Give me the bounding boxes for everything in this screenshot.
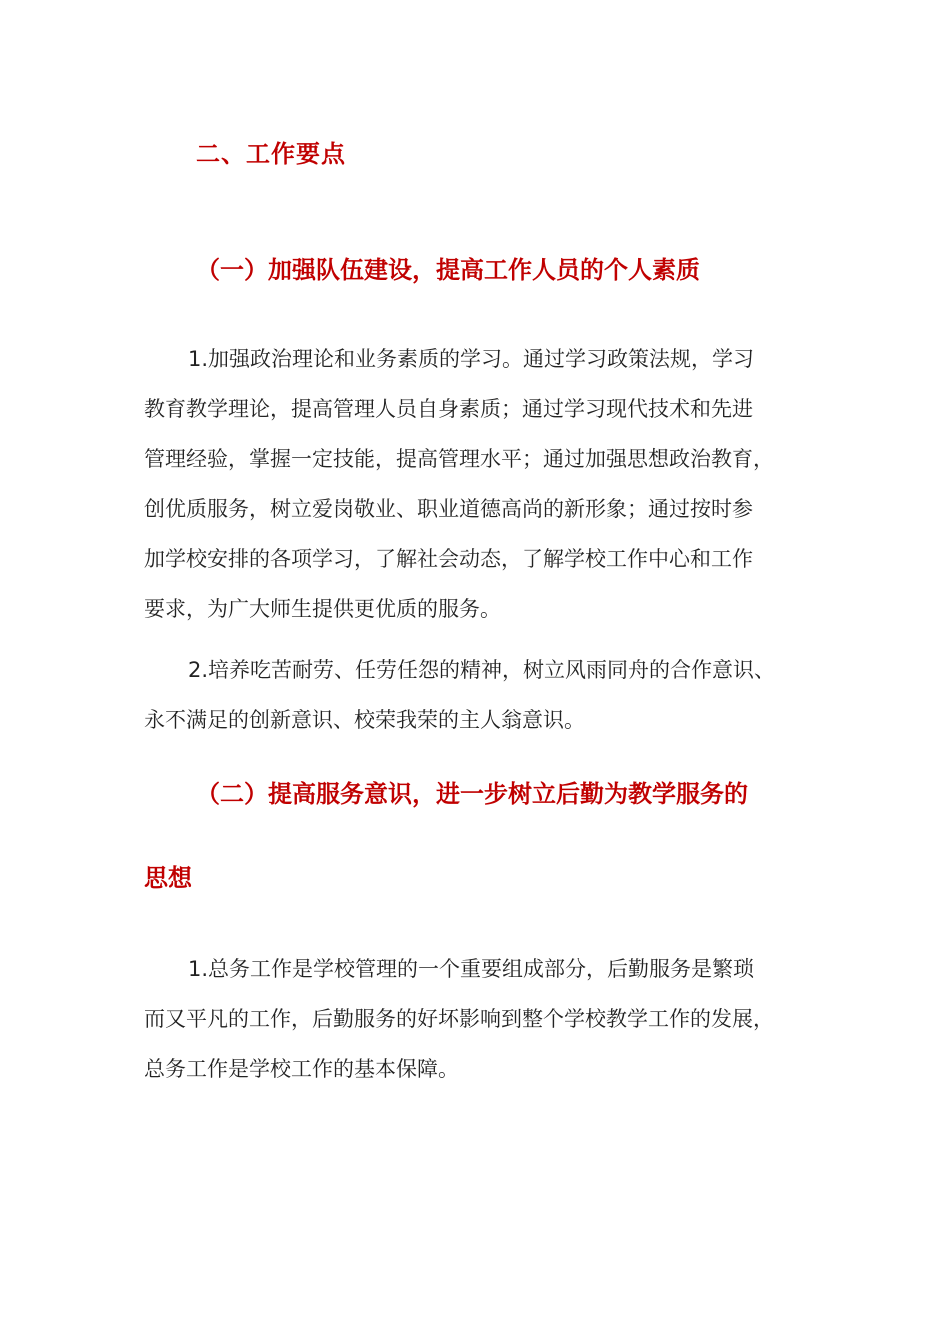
paragraph-line: 而又平凡的工作，后勤服务的好坏影响到整个学校教学工作的发展， — [144, 1007, 774, 1031]
paragraph-line: 要求，为广大师生提供更优质的服务。 — [144, 597, 501, 621]
section-title: 二、工作要点 — [196, 140, 346, 168]
paragraph-line: 1.加强政治理论和业务素质的学习。通过学习政策法规，学习 — [188, 347, 755, 371]
paragraph-line: 创优质服务，树立爱岗敬业、职业道德高尚的新形象；通过按时参 — [144, 497, 753, 521]
paragraph-general-affairs — [144, 944, 810, 1094]
paragraph-line: 总务工作是学校工作的基本保障。 — [144, 1057, 459, 1081]
paragraph-line: 加学校安排的各项学习，了解社会动态，了解学校工作中心和工作 — [144, 547, 753, 571]
paragraph-spirit — [144, 645, 810, 745]
subheading-service-awareness: （二）提高服务意识，进一步树立后勤为教学服务的 — [196, 780, 748, 808]
paragraph-line: 1.总务工作是学校管理的一个重要组成部分，后勤服务是繁琐 — [188, 957, 755, 981]
subheading-team-building: （一）加强队伍建设，提高工作人员的个人素质 — [196, 256, 700, 284]
paragraph-study — [144, 334, 810, 634]
paragraph-line: 永不满足的创新意识、校荣我荣的主人翁意识。 — [144, 708, 585, 732]
subheading-service-awareness-cont: 思想 — [144, 864, 192, 892]
paragraph-line: 管理经验，掌握一定技能，提高管理水平；通过加强思想政治教育， — [144, 447, 774, 471]
paragraph-line: 2.培养吃苦耐劳、任劳任怨的精神，树立风雨同舟的合作意识、 — [188, 658, 776, 682]
paragraph-line: 教育教学理论，提高管理人员自身素质；通过学习现代技术和先进 — [144, 397, 753, 421]
